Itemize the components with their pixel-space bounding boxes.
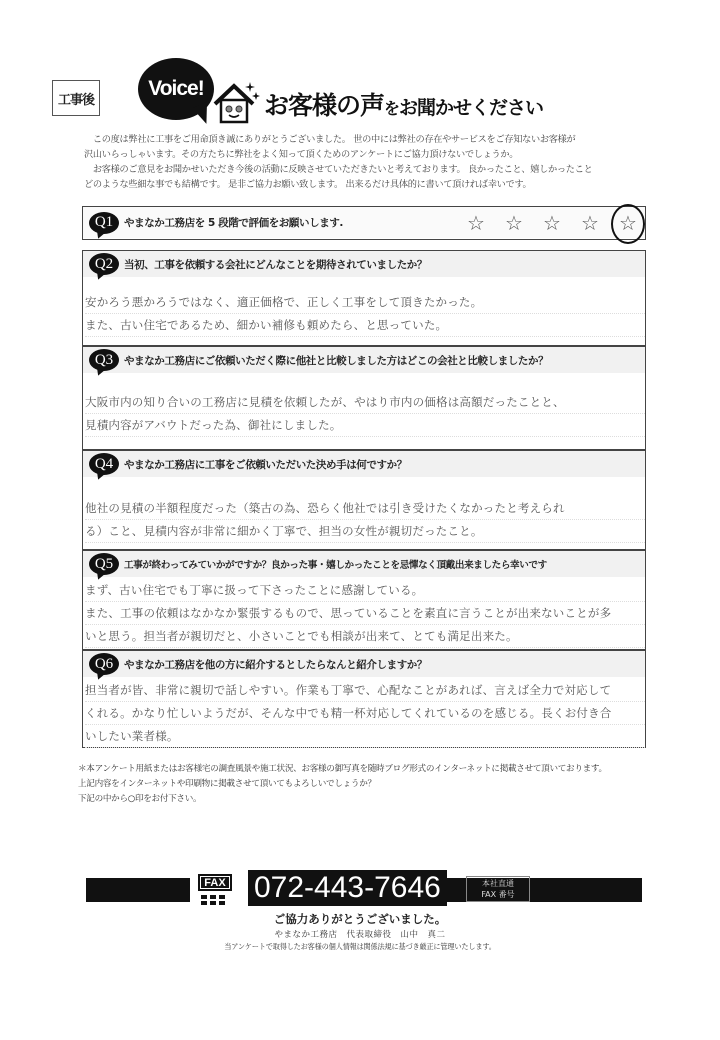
- answer-line: 担当者が皆、非常に親切で話しやすい。作業も丁寧で、心配なことがあれば、言えば全力で対応して: [85, 679, 645, 702]
- fax-sub-line: 本社直通: [482, 879, 514, 888]
- fax-machine-icon: [198, 874, 236, 910]
- question-text: やまなか工務店にご依頼いただく際に他社と比較しました方はどこの会社と比較しましたか？: [124, 354, 549, 367]
- question-header: [83, 251, 645, 277]
- fax-label: FAX: [198, 874, 232, 891]
- intro-line: どのような些細な事でも結構です。 是非ご協力お願い致します。 出来るだけ具体的に書いて頂ければ幸いです。: [84, 179, 532, 190]
- intro-line: この度は弊社に工事をご用命頂き誠にありがとうございました。 世の中には弊社の存在やサービスをご存知ないお客様が: [84, 134, 576, 145]
- stage-tag: 工事後: [52, 80, 100, 116]
- title-main: お客様の声: [264, 91, 385, 120]
- notice-line: ＊本アンケート用紙またはお客様宅の調査風景や施工状況、お客様の御写真を随時ブログ形式のインターネットに掲載させて頂いております。: [78, 764, 607, 774]
- fax-sub-line: FAX 番号: [481, 890, 515, 899]
- question-text: 工事が終わってみていかがですか？良かった事・嬉しかったことを忌憚なく頂戴出来ましたら幸いです: [124, 560, 547, 571]
- title-particle: を: [384, 99, 400, 118]
- question-text: やまなか工務店を 5 段階で評価をお願いします.: [124, 217, 344, 229]
- fax-keypad-icon: [201, 895, 225, 905]
- intro-line: お客様のご意見をお聞かせいただき今後の活動に反映させていただきたいと考えております。 良かったこと、嬉しかったこと: [84, 164, 593, 175]
- q2-badge-icon: Q2: [89, 253, 119, 275]
- title-tail: お聞かせください: [399, 97, 544, 119]
- rating-stars: [465, 207, 639, 239]
- star-icon-1[interactable]: ☆: [467, 211, 485, 235]
- answer-text: [83, 477, 645, 543]
- notice-line: 上記内容をインターネットや印刷物に掲載させて頂いてもよろしいでしょうか？: [78, 779, 376, 789]
- question-text: やまなか工務店に工事をご依頼いただいた決め手は何ですか？: [124, 458, 407, 471]
- question-header: [83, 347, 645, 373]
- voice-speech-bubble: Voice!: [138, 58, 214, 120]
- fax-sub-label: [466, 876, 530, 902]
- notice-line: 下記の中から○印をお付下さい。: [78, 794, 202, 804]
- star-icon-3[interactable]: ☆: [543, 211, 561, 235]
- privacy-notice: 当アンケートで取得したお客様の個人情報は関係法規に基づき厳正に管理いたします。: [224, 942, 496, 951]
- question-text: 当初、工事を依頼する会社にどんなことを期待されていましたか？: [124, 258, 427, 271]
- page-title: [264, 86, 543, 122]
- q1-badge-icon: Q1: [89, 212, 119, 234]
- question-q4: [82, 450, 646, 550]
- answer-line: る）こと、見積内容が非常に細かく丁寧で、担当の女性が親切だったこと。: [85, 520, 645, 543]
- question-header: [83, 451, 645, 477]
- question-q6: [82, 650, 646, 748]
- answer-line: くれる。かなり忙しいようだが、そんな中でも精一杯対応してくれているのを感じる。長くお付き合: [85, 702, 645, 725]
- q6-badge-icon: Q6: [89, 653, 119, 675]
- star-icon-5-selected[interactable]: ☆: [617, 212, 639, 234]
- company-representative: やまなか工務店 代表取締役 山中 真二: [274, 930, 446, 940]
- house-face-icon: [212, 78, 260, 124]
- answer-line: 他社の見積の半額程度だった（築古の為、恐らく他社では引き受けたくなかったと考えられ: [85, 497, 645, 520]
- star-icon-2[interactable]: ☆: [505, 211, 523, 235]
- fax-number: 072-443-7646: [248, 870, 447, 906]
- answer-text: [83, 373, 645, 437]
- question-q2: [82, 250, 646, 346]
- publication-notice: [78, 762, 688, 807]
- star-icon-4[interactable]: ☆: [581, 211, 599, 235]
- q4-badge-icon: Q4: [89, 453, 119, 475]
- answer-line: いしたい業者様。: [85, 725, 645, 748]
- question-header: [83, 651, 645, 677]
- question-q5: [82, 550, 646, 650]
- answer-text: [83, 277, 645, 337]
- answer-line: また、工事の依頼はなかなか緊張するもので、思っていることを素直に言うことが出来ないことが多: [85, 602, 645, 625]
- intro-line: 沢山いらっしゃいます。その方たちに弊社をよく知って頂くためのアンケートにご協力頂けないでしょうか。: [84, 149, 519, 160]
- intro-paragraph: [84, 132, 654, 192]
- q3-badge-icon: Q3: [89, 349, 119, 371]
- answer-line: いと思う。担当者が親切だと、小さいことでも相談が出来て、とても満足出来た。: [85, 625, 645, 648]
- answer-line: 大阪市内の知り合いの工務店に見積を依頼したが、やはり市内の価格は高額だったことと、: [85, 391, 645, 414]
- thanks-message: ご協力ありがとうございました。: [273, 912, 447, 926]
- answer-line: また、古い住宅であるため、細かい補修も頼めたら、と思っていた。: [85, 314, 645, 337]
- answer-text: [83, 677, 645, 748]
- question-header: [83, 551, 645, 577]
- q5-badge-icon: Q5: [89, 553, 119, 575]
- answer-text: [83, 577, 645, 648]
- answer-line: 見積内容がアバウトだった為、御社にしました。: [85, 414, 645, 437]
- answer-line: 安かろう悪かろうではなく、適正価格で、正しく工事をして頂きたかった。: [85, 291, 645, 314]
- question-q1: [82, 206, 646, 240]
- answer-line: まず、古い住宅でも丁寧に扱って下さったことに感謝している。: [85, 579, 645, 602]
- question-text: やまなか工務店を他の方に紹介するとしたらなんと紹介しますか？: [124, 658, 427, 671]
- question-q3: [82, 346, 646, 450]
